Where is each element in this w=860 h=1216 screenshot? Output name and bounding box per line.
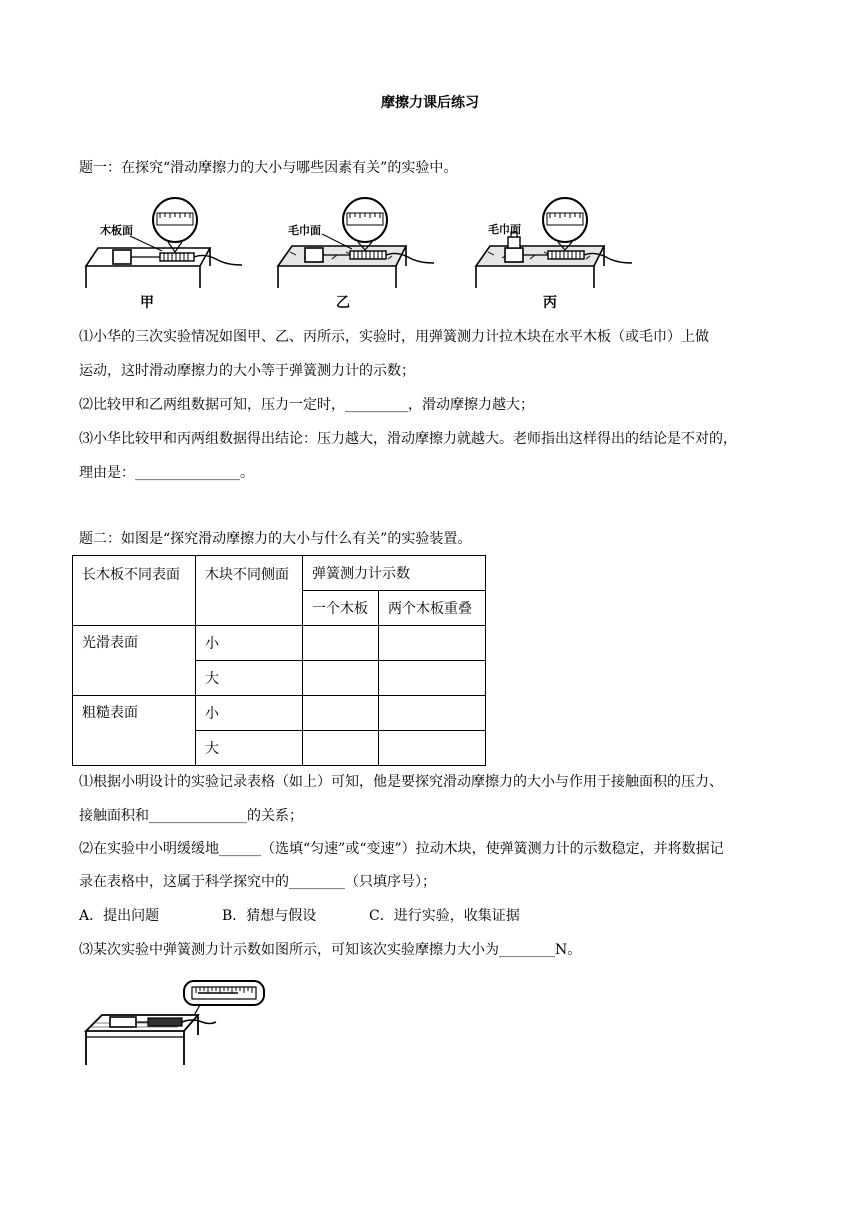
figure-bing-caption: 丙: [543, 295, 557, 311]
header-one-board: 一个木板: [303, 591, 379, 626]
cell-side-big: 大: [196, 731, 303, 766]
q2-intro: 题二：如图是“探究滑动摩擦力的大小与什么有关”的实验装置。: [79, 531, 472, 547]
cell-side-small: 小: [196, 626, 303, 661]
figure-yi-label: 毛巾面: [288, 224, 321, 237]
record-table: [72, 555, 486, 766]
table-cell-empty: [379, 661, 486, 696]
figure-bing-apparatus: [468, 196, 638, 291]
table-cell-empty: [303, 696, 379, 731]
q2-sub2-line1: ⑵在实验中小明缓缓地______（选填“匀速”或“变速”）拉动木块，使弹簧测力计的示数稳定，并将数据记: [79, 841, 724, 857]
table-cell-empty: [303, 731, 379, 766]
cell-side-big: 大: [196, 661, 303, 696]
figure-jia-label: 木板面: [100, 224, 133, 237]
q1-sub2: ⑵比较甲和乙两组数据可知，压力一定时，_________，滑动摩擦力越大；: [79, 397, 534, 413]
figure-bing-label: 毛巾面: [488, 223, 521, 236]
table-cell-empty: [379, 731, 486, 766]
option-b: B．猜想与假设: [222, 908, 317, 924]
row-smooth-surface: 光滑表面: [73, 626, 196, 696]
header-side: 木块不同侧面: [196, 556, 303, 626]
figure-yi-apparatus: [270, 196, 440, 291]
header-surface: 长木板不同表面: [73, 556, 196, 626]
table-cell-empty: [379, 626, 486, 661]
q2-sub2-line2: 录在表格中，这属于科学探究中的________（只填序号）；: [79, 874, 436, 890]
header-reading: 弹簧测力计示数: [303, 556, 486, 591]
table-cell-empty: [303, 661, 379, 696]
q1-sub3-line2: 理由是：_______________。: [79, 465, 254, 481]
option-a: A．提出问题: [79, 908, 160, 924]
table-cell-empty: [303, 626, 379, 661]
page-title: 摩擦力课后练习: [381, 95, 479, 111]
figure-yi-caption: 乙: [336, 295, 350, 311]
q1-intro: 题一：在探究“滑动摩擦力的大小与哪些因素有关”的实验中。: [79, 160, 458, 176]
q1-sub1-line1: ⑴小华的三次实验情况如图甲、乙、丙所示，实验时，用弹簧测力计拉木块在水平木板（或毛巾）上做: [79, 329, 709, 345]
spring-scale-figure: [80, 975, 280, 1067]
q1-sub1-line2: 运动，这时滑动摩擦力的大小等于弹簧测力计的示数；: [79, 363, 415, 379]
q1-sub3-line1: ⑶小华比较甲和丙两组数据得出结论：压力越大，滑动摩擦力就越大。老师指出这样得出的结论是不对的，: [79, 431, 737, 447]
header-two-boards: 两个木板重叠: [379, 591, 486, 626]
figure-jia-caption: 甲: [140, 295, 154, 311]
q2-sub1-line1: ⑴根据小明设计的实验记录表格（如上）可知，他是要探究滑动摩擦力的大小与作用于接触面积的压力、: [79, 774, 723, 790]
row-rough-surface: 粗糙表面: [73, 696, 196, 766]
cell-side-small: 小: [196, 696, 303, 731]
q2-sub3: ⑶某次实验中弹簧测力计示数如图所示，可知该次实验摩擦力大小为________N。: [79, 942, 582, 958]
table-cell-empty: [379, 696, 486, 731]
option-c: C．进行实验，收集证据: [369, 908, 520, 924]
q2-sub1-line2: 接触面积和______________的关系；: [79, 808, 303, 824]
figure-jia-apparatus: [80, 196, 250, 291]
